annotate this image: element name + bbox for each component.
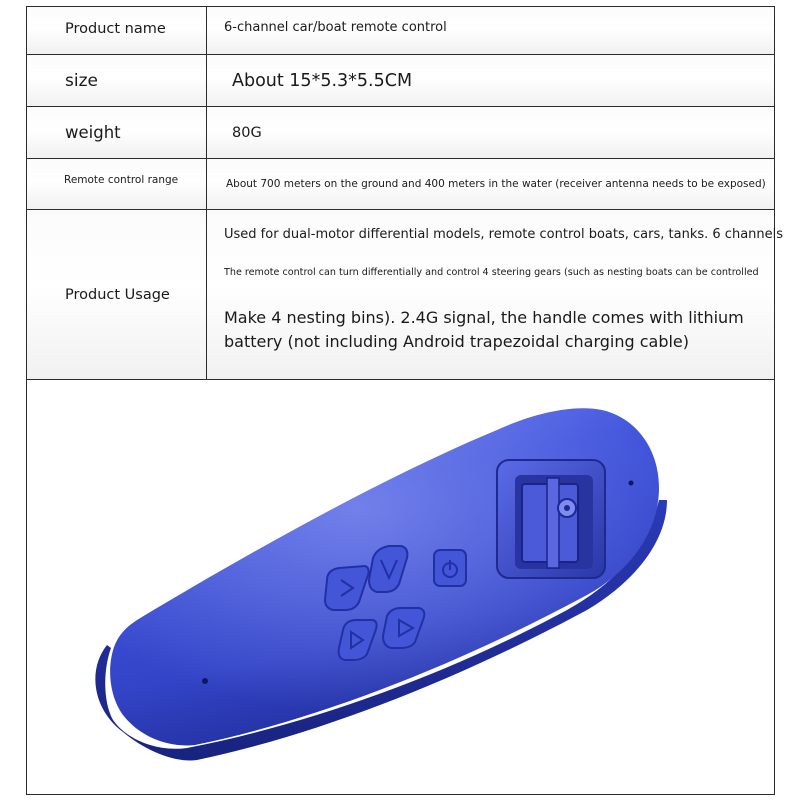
spec-label: weight: [27, 107, 207, 158]
spec-row-product-name: [27, 7, 774, 55]
spec-value: 6-channel car/boat remote control: [224, 20, 447, 35]
spec-table: [26, 6, 784, 795]
spec-value: 80G: [232, 124, 262, 141]
spec-label: Product Usage: [27, 210, 207, 379]
product-photo: [27, 380, 774, 794]
usage-line: The remote control can turn differentially and control 4 steering gears (such as nesting boats can be controlled: [224, 267, 759, 278]
remote-control-image: [27, 380, 774, 794]
antenna-hole-icon: [629, 481, 634, 486]
spec-row-product-usage: [27, 210, 784, 380]
spec-label: Product name: [27, 7, 207, 54]
indicator-hole-icon: [202, 678, 208, 684]
spec-label: Remote control range: [27, 159, 207, 209]
usage-line: Used for dual-motor differential models, remote control boats, cars, tanks. 6 channels: [224, 227, 784, 242]
spec-value: About 15*5.3*5.5CM: [232, 70, 413, 91]
spec-row-weight: [27, 107, 774, 159]
usage-line: Make 4 nesting bins). 2.4G signal, the handle comes with lithium battery (not including Android trapezoidal charging cable): [224, 308, 744, 351]
spec-row-size: [27, 55, 774, 107]
spec-label: size: [27, 55, 207, 106]
power-button-icon[interactable]: [434, 550, 466, 586]
steering-wheel-window: [497, 460, 605, 578]
spec-value: About 700 meters on the ground and 400 meters in the water (receiver antenna needs to be exposed): [226, 178, 766, 190]
spec-row-remote-range: [27, 159, 774, 210]
spec-value: [208, 210, 784, 379]
